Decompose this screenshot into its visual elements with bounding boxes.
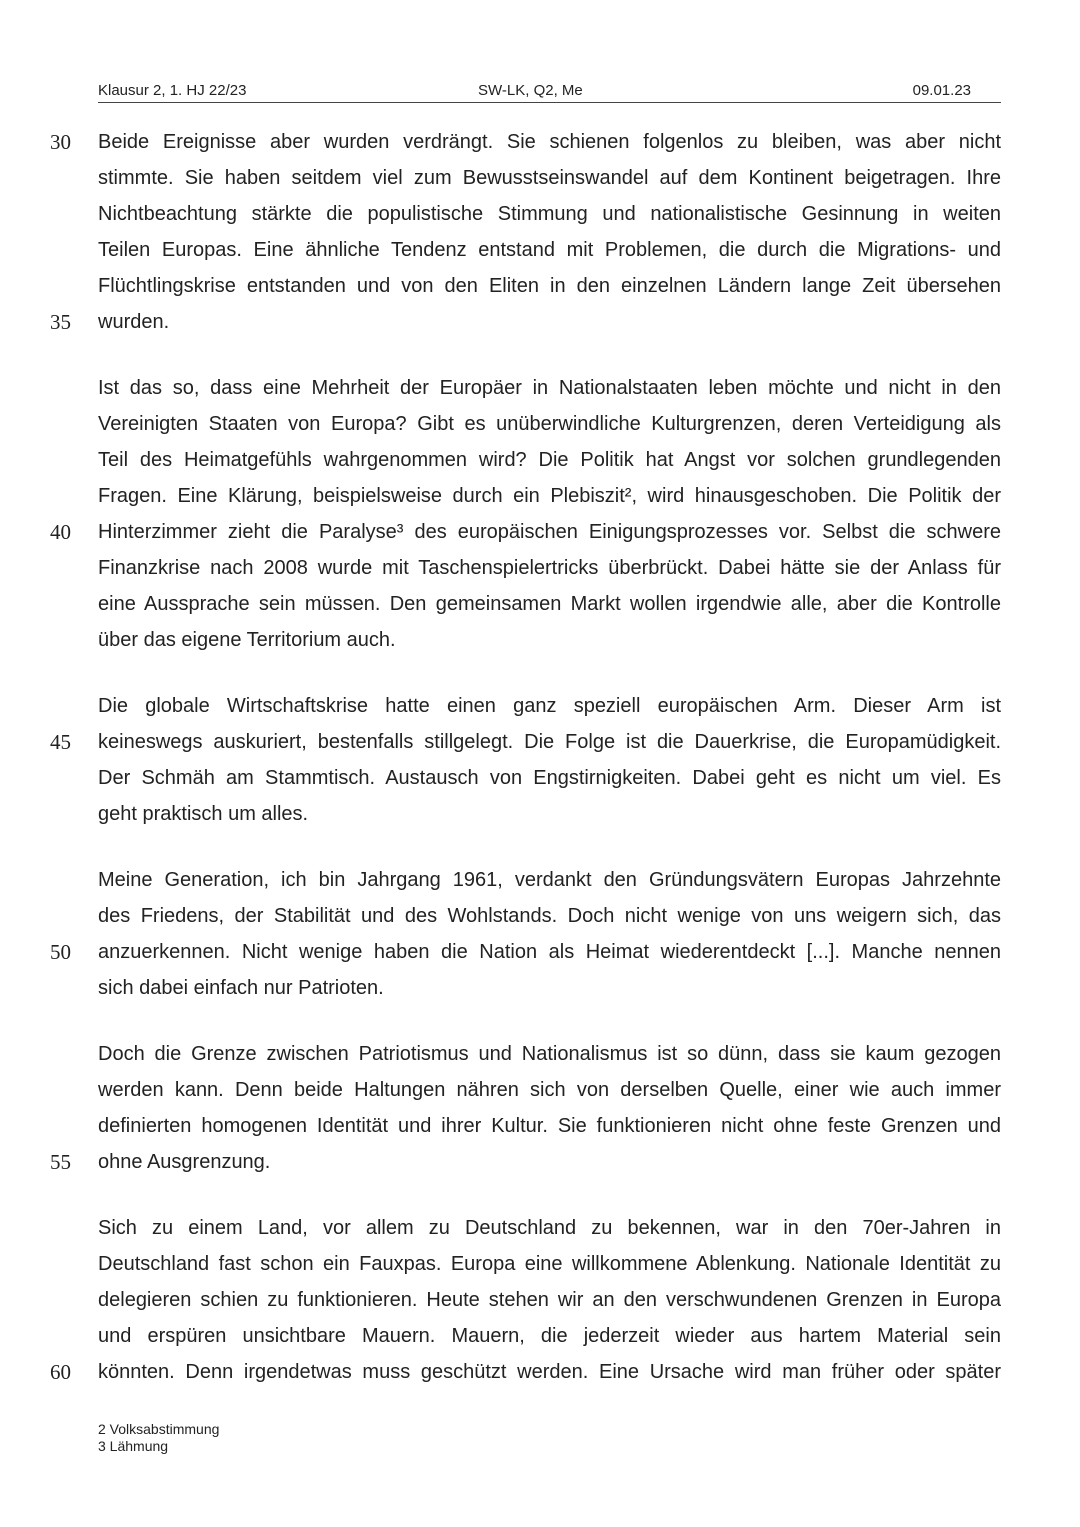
text-line — [0, 1108, 1080, 1144]
line-text: werden kann. Denn beide Haltungen nähren sich von derselben Quelle, einer wie auch immer — [98, 1079, 1001, 1101]
line-text: anzuerkennen. Nicht wenige haben die Nation als Heimat wiederentdeckt [...]. Manche nennen — [98, 941, 1001, 963]
text-line — [0, 622, 1080, 658]
line-text: Beide Ereignisse aber wurden verdrängt. Sie schienen folgenlos zu bleiben, was aber nicht — [98, 131, 1001, 153]
text-line — [0, 1210, 1080, 1246]
text-line — [0, 406, 1080, 442]
line-number: 40 — [50, 520, 71, 544]
text-line — [0, 478, 1080, 514]
text-line — [0, 442, 1080, 478]
line-text: wurden. — [98, 311, 170, 333]
text-line — [0, 232, 1080, 268]
line-number: 50 — [50, 940, 71, 964]
paragraph — [0, 688, 1080, 832]
line-text: Flüchtlingskrise entstanden und von den Eliten in den einzelnen Ländern lange Zeit übersehen — [98, 275, 1001, 297]
line-text: Fragen. Eine Klärung, beispielsweise durch ein Plebiszit², wird hinausgeschoben. Die Politik der — [98, 485, 1001, 507]
text-line — [0, 124, 1080, 160]
text-line — [0, 688, 1080, 724]
line-text: Meine Generation, ich bin Jahrgang 1961, verdankt den Gründungsvätern Europas Jahrzehnte — [98, 869, 1001, 891]
text-line — [0, 1036, 1080, 1072]
line-text: Nichtbeachtung stärkte die populistische Stimmung und nationalistische Gesinnung in weiten — [98, 203, 1001, 225]
text-line — [0, 1246, 1080, 1282]
text-line — [0, 934, 1080, 970]
line-number: 45 — [50, 730, 71, 754]
document-body — [0, 124, 1080, 1420]
text-line — [0, 514, 1080, 550]
text-line — [0, 1318, 1080, 1354]
line-text: Finanzkrise nach 2008 wurde mit Taschenspielertricks überbrückt. Dabei hätte sie der Anlass für — [98, 557, 1001, 579]
paragraph — [0, 1036, 1080, 1180]
text-line — [0, 724, 1080, 760]
text-line — [0, 268, 1080, 304]
line-text: Doch die Grenze zwischen Patriotismus und Nationalismus ist so dünn, dass sie kaum gezogen — [98, 1043, 1001, 1065]
text-line — [0, 862, 1080, 898]
text-line — [0, 160, 1080, 196]
line-text: Deutschland fast schon ein Fauxpas. Europa eine willkommene Ablenkung. Nationale Identität zu — [98, 1253, 1001, 1275]
footnotes — [98, 1421, 219, 1455]
line-text: und erspüren unsichtbare Mauern. Mauern, die jederzeit wieder aus hartem Material sein — [98, 1325, 1001, 1347]
line-number: 35 — [50, 310, 71, 334]
header-exam-title: Klausur 2, 1. HJ 22/23 — [98, 82, 247, 99]
footnote: 2 Volksabstimmung — [98, 1421, 220, 1437]
line-text: Ist das so, dass eine Mehrheit der Europäer in Nationalstaaten leben möchte und nicht in den — [98, 377, 1001, 399]
line-text: Hinterzimmer zieht die Paralyse³ des europäischen Einigungsprozesses vor. Selbst die schwere — [98, 521, 1001, 543]
line-text: ohne Ausgrenzung. — [98, 1151, 271, 1173]
text-line — [0, 1282, 1080, 1318]
text-line — [0, 586, 1080, 622]
line-text: delegieren schien zu funktionieren. Heute stehen wir an den verschwundenen Grenzen in Europa — [98, 1289, 1001, 1311]
text-line — [0, 760, 1080, 796]
text-line — [0, 898, 1080, 934]
line-number: 60 — [50, 1360, 71, 1384]
footnote: 3 Lähmung — [98, 1438, 169, 1454]
line-text: Teil des Heimatgefühls wahrgenommen wird? Die Politik hat Angst vor solchen grundlegenden — [98, 449, 1001, 471]
line-text: Teilen Europas. Eine ähnliche Tendenz entstand mit Problemen, die durch die Migrations- und — [98, 239, 1001, 261]
line-text: des Friedens, der Stabilität und des Wohlstands. Doch nicht wenige von uns weigern sich, das — [98, 905, 1001, 927]
line-text: Die globale Wirtschaftskrise hatte einen ganz speziell europäischen Arm. Dieser Arm ist — [98, 695, 1001, 717]
text-line — [0, 1072, 1080, 1108]
line-text: könnten. Denn irgendetwas muss geschützt werden. Eine Ursache wird man früher oder später — [98, 1361, 1001, 1383]
paragraph — [0, 370, 1080, 658]
text-line — [0, 196, 1080, 232]
line-text: Sich zu einem Land, vor allem zu Deutschland zu bekennen, war in den 70er-Jahren in — [98, 1217, 1001, 1239]
line-text: eine Aussprache sein müssen. Den gemeinsamen Markt wollen irgendwie alle, aber die Kontrolle — [98, 593, 1001, 615]
header-date: 09.01.23 — [912, 82, 971, 99]
line-text: definierten homogenen Identität und ihrer Kultur. Sie funktionieren nicht ohne feste Grenzen und — [98, 1115, 1001, 1137]
line-text: über das eigene Territorium auch. — [98, 629, 396, 651]
header-course: SW-LK, Q2, Me — [478, 82, 583, 99]
line-text: Vereinigten Staaten von Europa? Gibt es unüberwindliche Kulturgrenzen, deren Verteidigung als — [98, 413, 1001, 435]
text-line — [0, 1144, 1080, 1180]
text-line — [0, 1354, 1080, 1390]
line-text: sich dabei einfach nur Patrioten. — [98, 977, 384, 999]
paragraph — [0, 124, 1080, 340]
text-line — [0, 370, 1080, 406]
text-line — [0, 304, 1080, 340]
text-line — [0, 970, 1080, 1006]
line-text: Der Schmäh am Stammtisch. Austausch von Engstirnigkeiten. Dabei geht es nicht um viel. Es — [98, 767, 1001, 789]
line-number: 55 — [50, 1150, 71, 1174]
page-header — [98, 82, 1001, 103]
line-number: 30 — [50, 130, 71, 154]
paragraph — [0, 862, 1080, 1006]
line-text: keineswegs auskuriert, bestenfalls stillgelegt. Die Folge ist die Dauerkrise, die Europamüdigkeit. — [98, 731, 1001, 753]
line-text: stimmte. Sie haben seitdem viel zum Bewusstseinswandel auf dem Kontinent beigetragen. Ihre — [98, 167, 1001, 189]
paragraph — [0, 1210, 1080, 1390]
text-line — [0, 796, 1080, 832]
text-line — [0, 550, 1080, 586]
line-text: geht praktisch um alles. — [98, 803, 309, 825]
